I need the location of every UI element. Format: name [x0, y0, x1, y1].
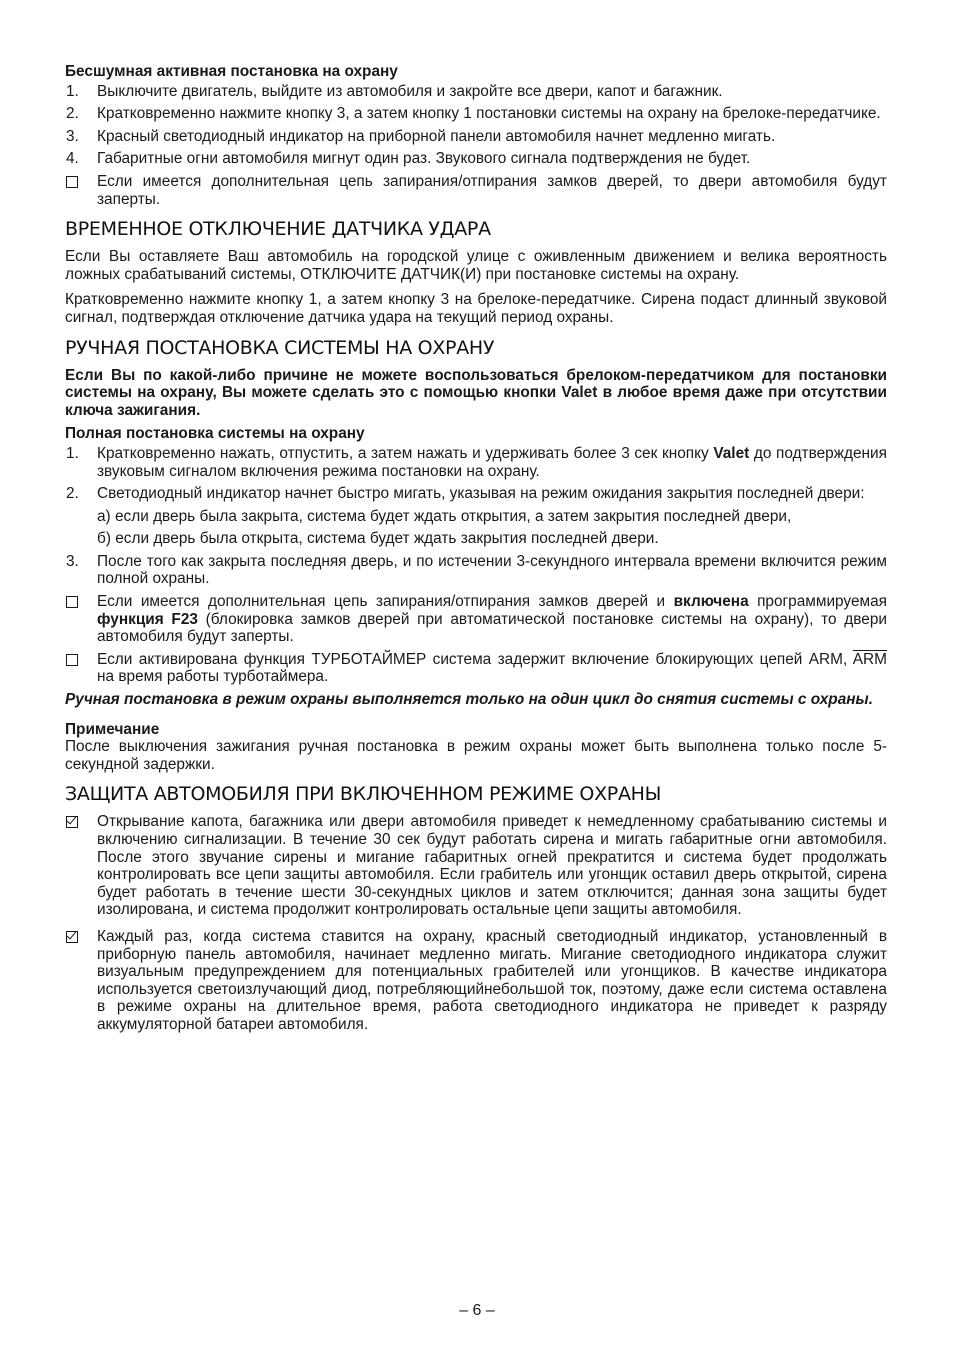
checkbox-note: Если активирована функция ТУРБОТАЙМЕР система задержит включение блокирующих цепей ARM, $\overline{ARM}$ на время работы турботаймера.: [65, 651, 887, 686]
bold-intro: Если Вы по какой-либо причине не можете воспользоваться брелоком-передатчиком для постановки системы на охрану, Вы можете сделать это с помощью кнопки Valet в любое время даже при отсутствии ключа зажигания.: [65, 366, 887, 419]
list-item: 2. Кратковременно нажмите кнопку 3, а затем кнопку 1 постановки системы на охрану на брелоке-передатчике.: [66, 105, 881, 123]
page-number: – 6 –: [459, 1302, 495, 1319]
section-heading-manual-arming: РУЧНАЯ ПОСТАНОВКА СИСТЕМЫ НА ОХРАНУ: [65, 336, 495, 359]
checked-box-icon: [66, 931, 78, 943]
empty-checkbox-icon: [66, 596, 78, 608]
checkbox-note: Если имеется дополнительная цепь запирания/отпирания замков дверей и включена программируемая функция F23 (блокировка замков дверей при автоматической постановке системы на охрану), то двери автомобиля будут заперты.: [65, 593, 887, 646]
note-title: Примечание: [65, 720, 160, 738]
list-item: 3. Красный светодиодный индикатор на приборной панели автомобиля начнет медленно мигать.: [66, 127, 776, 145]
list-subitem: а) если дверь была закрыта, система будет ждать открытия, а затем закрытия последней двери,: [97, 507, 792, 525]
section-subtitle-full-arming: Полная постановка системы на охрану: [65, 425, 365, 443]
list-item: 3. После того как закрыта последняя дверь, и по истечении 3-секундного интервала времени включится режим полной охраны.: [66, 552, 887, 588]
note-text: После выключения зажигания ручная постановка в режим охраны может быть выполнена только после 5-секундной задержки.: [65, 738, 887, 773]
list-item: 2. Светодиодный индикатор начнет быстро мигать, указывая на режим ожидания закрытия последней двери:: [66, 485, 865, 503]
page-content: [65, 63, 887, 1039]
checked-box-icon: [66, 816, 78, 828]
checked-item: Каждый раз, когда система ставится на охрану, красный светодиодный индикатор, установленный в приборную панель автомобиля, начинает медленно мигать. Мигание светодиодного индикатора служит визуальным предупреждением для потенциальных грабителей или угонщиков. В качестве индикатора используется светоизлучающий диод, потребляющийнебольшой ток, поэтому, даже если система оставлена в режиме охраны на длительное время, работа светодиодного индикатора не приведет к разряду аккумуляторной батареи автомобиля.: [65, 928, 887, 1034]
section-subtitle-silent-arming: Бесшумная активная постановка на охрану: [65, 63, 398, 80]
paragraph: Если Вы оставляете Ваш автомобиль на городской улице с оживленным движением и велика вероятность ложных срабатываний системы, ОТКЛЮЧИТЕ ДАТЧИК(И) при постановке системы на охрану.: [65, 248, 887, 283]
section-heading-protection: ЗАЩИТА АВТОМОБИЛЯ ПРИ ВКЛЮЧЕННОМ РЕЖИМЕ ОХРАНЫ: [65, 783, 662, 806]
list-item: 1. Выключите двигатель, выйдите из автомобиля и закройте все двери, капот и багажник.: [66, 82, 723, 100]
list-item: 1. Кратковременно нажать, отпустить, а затем нажать и удерживать более 3 сек кнопку Valet до подтверждения звуковым сигналом включения режима постановки на охрану.: [66, 444, 887, 480]
paragraph: Кратковременно нажмите кнопку 1, а затем кнопку 3 на брелоке-передатчике. Сирена подаст длинный звуковой сигнал, подтверждая отключение датчика удара на текущий период охраны.: [65, 291, 887, 326]
empty-checkbox-icon: [66, 654, 78, 666]
empty-checkbox-icon: [66, 176, 78, 188]
italic-warning: Ручная постановка в режим охраны выполняется только на один цикл до снятия системы с охраны.: [65, 691, 873, 709]
list-item: 4. Габаритные огни автомобиля мигнут один раз. Звукового сигнала подтверждения не будет.: [66, 150, 751, 168]
list-subitem: б) если дверь была открыта, система будет ждать закрытия последней двери.: [97, 530, 659, 548]
section-heading-shock-sensor: ВРЕМЕННОЕ ОТКЛЮЧЕНИЕ ДАТЧИКА УДАРА: [65, 218, 491, 241]
checked-item: Открывание капота, багажника или двери автомобиля приведет к немедленному срабатыванию системы и включению сигнализации. В течение 30 сек будут работать сирена и мигать габаритные огни автомобиля. После этого звучание сирены и мигание габаритных огней прекратится и система будет продолжать контролировать все цепи защиты автомобиля. Если грабитель или угонщик оставил дверь открытой, сирена будет работать в течение шести 30-секундных циклов и затем отключится; данная зона защиты будет изолирована, и система продолжит контролировать остальные цепи защиты автомобиля.: [65, 813, 887, 919]
checkbox-note: Если имеется дополнительная цепь запирания/отпирания замков дверей, то двери автомобиля будут заперты.: [65, 173, 887, 208]
